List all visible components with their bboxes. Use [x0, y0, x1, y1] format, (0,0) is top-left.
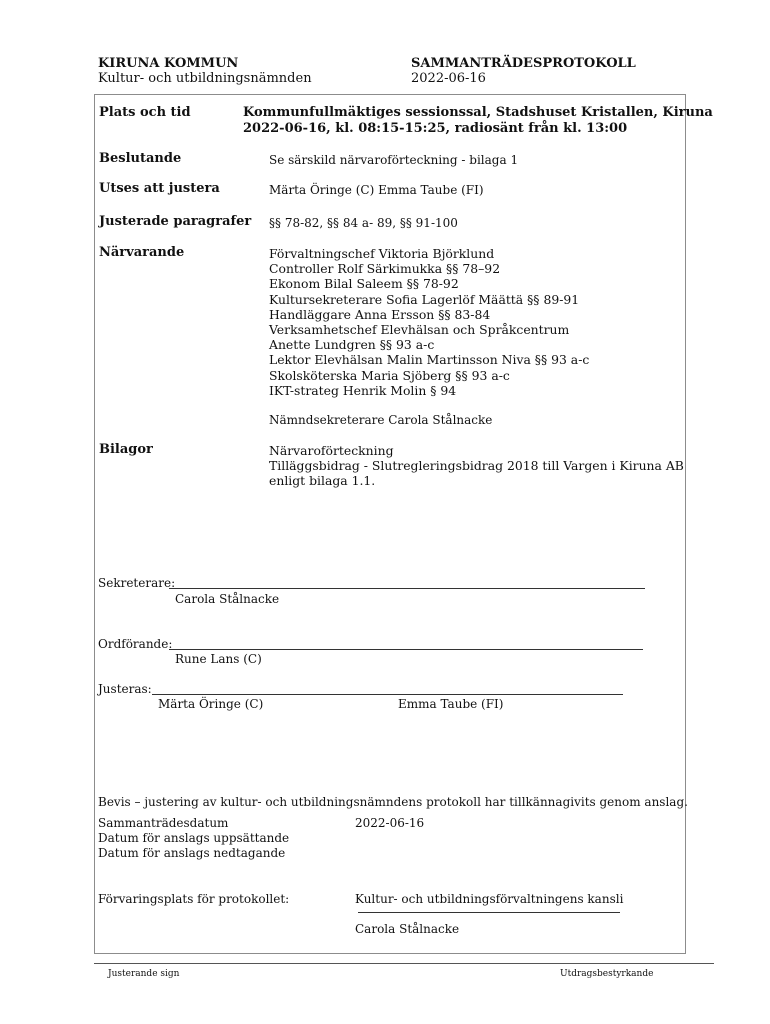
chair-signature-line — [169, 649, 643, 650]
list-item: IKT-strateg Henrik Molin § 94 — [269, 382, 457, 398]
list-item: Skolsköterska Maria Sjöberg §§ 93 a-c — [269, 367, 510, 383]
place-label: Plats och tid — [99, 105, 191, 120]
deciding-label: Beslutande — [99, 151, 182, 166]
adjusters-value: Märta Öringe (C) Emma Taube (FI) — [269, 183, 484, 197]
list-item: Controller Rolf Särkimukka §§ 78–92 — [269, 261, 501, 277]
adjusters-signature-label: Justeras: — [98, 682, 152, 696]
place-line-2: 2022-06-16, kl. 08:15-15:25, radiosänt från kl. 13:00 — [243, 121, 628, 136]
proof-statement: Bevis – justering av kultur- och utbildningsnämndens protokoll har tillkännagivits genom anslag. — [98, 795, 688, 809]
storage-value: Kultur- och utbildningsförvaltningens kansli — [355, 892, 624, 906]
meeting-date-value: 2022-06-16 — [355, 816, 425, 830]
document-date: 2022-06-16 — [411, 71, 486, 86]
list-item: enligt bilaga 1.1. — [269, 473, 376, 489]
storage-label: Förvaringsplats för protokollet: — [98, 892, 290, 906]
list-item: Kultursekreterare Sofia Lagerlöf Määttä §§ 89-91 — [269, 291, 580, 307]
deciding-value: Se särskild närvaroförteckning - bilaga 1 — [269, 153, 519, 167]
footer-rule — [94, 963, 714, 964]
attachments-list — [269, 443, 684, 489]
adjuster-1-name: Märta Öringe (C) — [158, 697, 264, 711]
attachments-label: Bilagor — [99, 442, 153, 457]
adjuster-2-name: Emma Taube (FI) — [398, 697, 504, 711]
committee-name: Kultur- och utbildningsnämnden — [98, 71, 312, 86]
place-line-1: Kommunfullmäktiges sessionssal, Stadshuset Kristallen, Kiruna — [243, 105, 713, 120]
present-list — [269, 246, 589, 398]
adjusters-label: Utses att justera — [99, 181, 220, 196]
list-item: Tilläggsbidrag - Slutregleringsbidrag 2018 till Vargen i Kiruna AB — [269, 458, 684, 474]
list-item: Lektor Elevhälsan Malin Martinsson Niva §§ 93 a-c — [269, 352, 590, 368]
list-item: Ekonom Bilal Saleem §§ 78-92 — [269, 276, 459, 292]
adjusters-signature-line — [152, 694, 623, 695]
chair-signature-label: Ordförande: — [98, 637, 173, 651]
list-item: Handläggare Anna Ersson §§ 83-84 — [269, 306, 491, 322]
storage-signer: Carola Stålnacke — [355, 922, 460, 936]
list-item: Förvaltningschef Viktoria Björklund — [269, 246, 495, 261]
list-item: Verksamhetschef Elevhälsan och Språkcentrum — [269, 322, 570, 338]
secretary-signature-line — [169, 588, 645, 589]
paragraphs-value: §§ 78-82, §§ 84 a- 89, §§ 91-100 — [269, 216, 458, 230]
list-item: Anette Lundgren §§ 93 a-c — [269, 337, 435, 353]
meeting-date-label: Sammanträdesdatum — [98, 816, 229, 830]
secretary-line: Nämndsekreterare Carola Stålnacke — [269, 413, 493, 427]
paragraphs-label: Justerade paragrafer — [99, 214, 252, 229]
municipality-name: KIRUNA KOMMUN — [98, 56, 239, 71]
chair-signature-name: Rune Lans (C) — [175, 652, 262, 666]
document-type: SAMMANTRÄDESPROTOKOLL — [411, 56, 636, 71]
removed-date-label: Datum för anslags nedtagande — [98, 846, 286, 860]
list-item: Närvaroförteckning — [269, 443, 394, 458]
footer-certification: Utdragsbestyrkande — [560, 969, 654, 979]
secretary-signature-label: Sekreterare: — [98, 576, 176, 590]
storage-signature-line — [358, 912, 620, 913]
footer-adjuster-sign: Justerande sign — [108, 969, 180, 979]
secretary-signature-name: Carola Stålnacke — [175, 592, 280, 606]
present-label: Närvarande — [99, 245, 185, 260]
posted-date-label: Datum för anslags uppsättande — [98, 831, 290, 845]
